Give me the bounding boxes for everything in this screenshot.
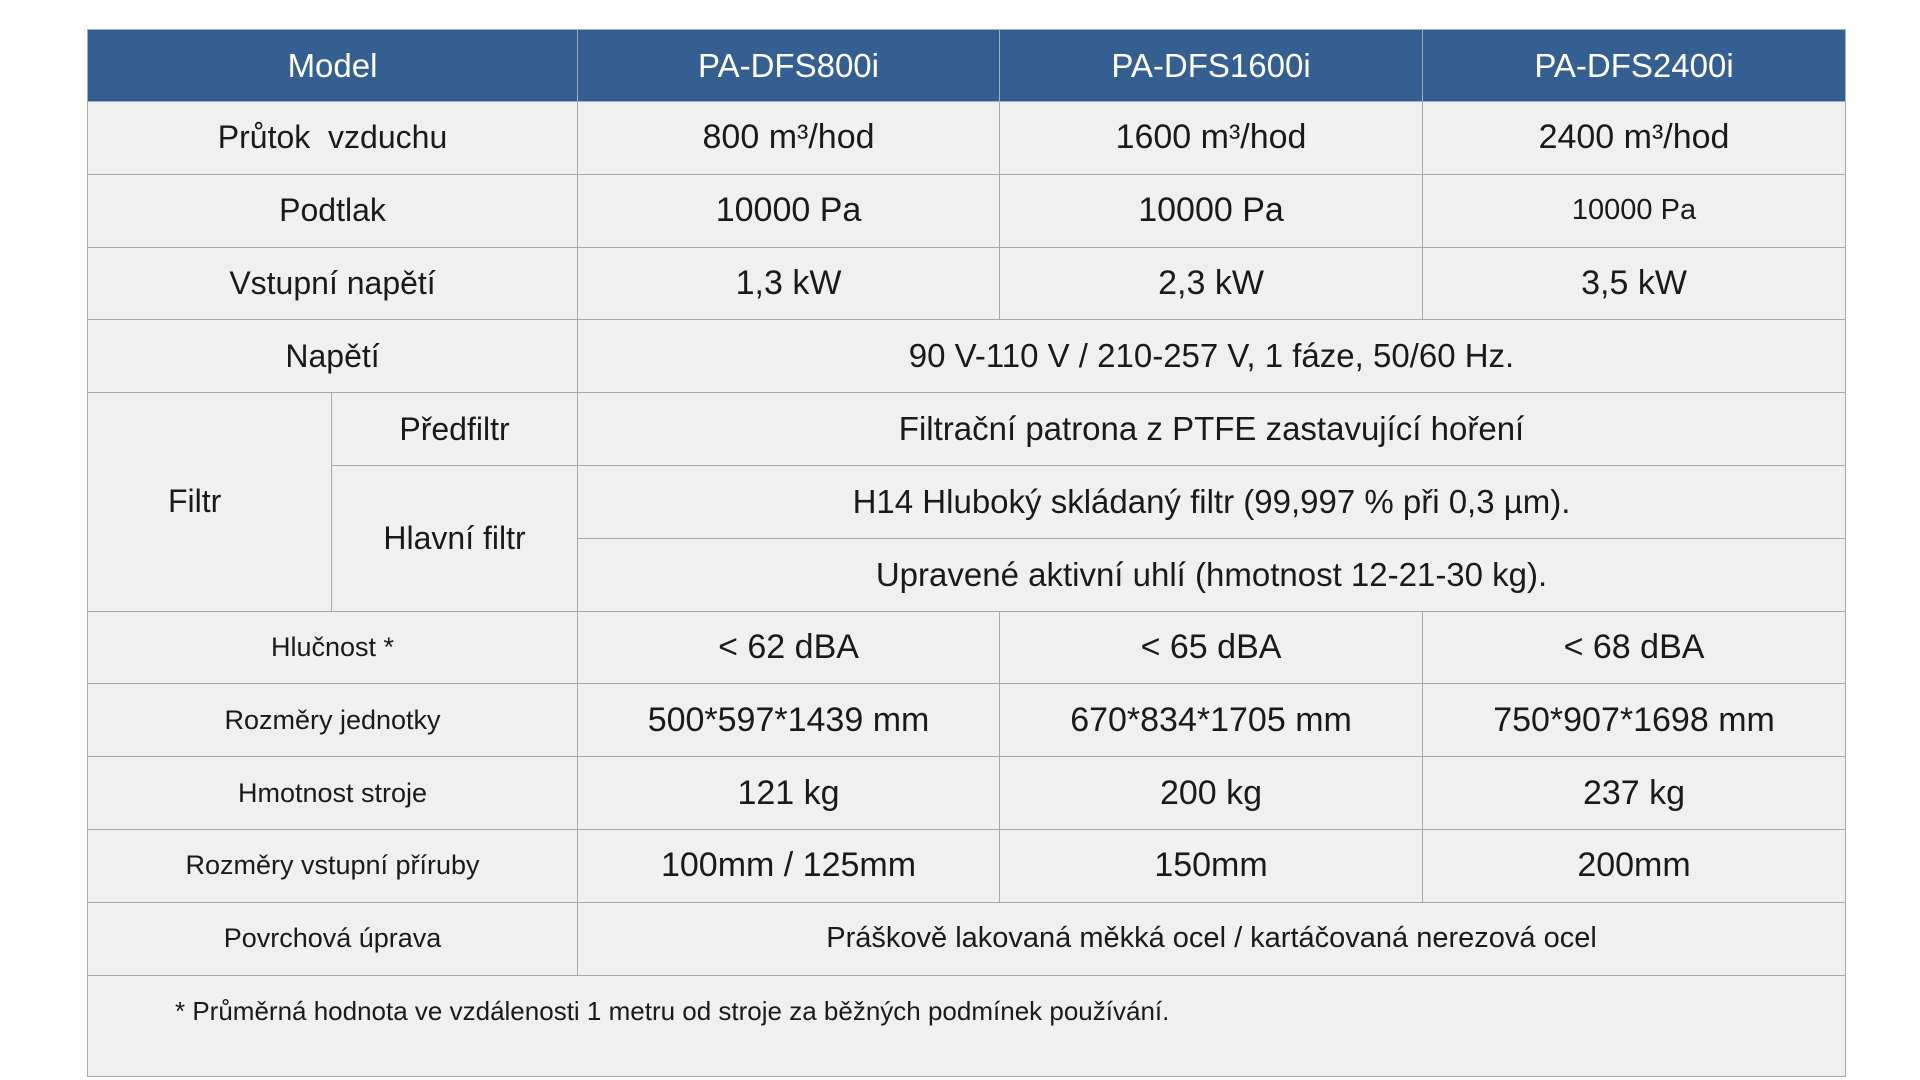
row-noise (88, 611, 1846, 684)
label-main-filter: Hlavní filtr (332, 465, 578, 611)
main-filter-value-2: Upravené aktivní uhlí (hmotnost 12-21-30 kg). (578, 538, 1846, 611)
prefilter-value: Filtrační patrona z PTFE zastavující hoření (578, 393, 1846, 466)
dimensions-value-3: 750*907*1698 mm (1423, 684, 1846, 757)
dimensions-value-1: 500*597*1439 mm (578, 684, 1000, 757)
label-input-power: Vstupní napětí (88, 247, 578, 320)
vacuum-value-1: 10000 Pa (578, 174, 1000, 247)
footnote-cell (88, 975, 1846, 1076)
finish-value: Práškově lakovaná měkká ocel / kartáčovaná nerezová ocel (578, 902, 1846, 975)
row-vacuum (88, 174, 1846, 247)
noise-value-1: < 62 dBA (578, 611, 1000, 684)
flange-value-2: 150mm (1000, 829, 1423, 902)
voltage-value: 90 V-110 V / 210-257 V, 1 fáze, 50/60 Hz. (578, 320, 1846, 393)
flange-value-3: 200mm (1423, 829, 1846, 902)
header-model-label: Model (88, 30, 578, 102)
label-flange: Rozměry vstupní příruby (88, 829, 578, 902)
weight-value-3: 237 kg (1423, 757, 1846, 830)
header-row (88, 30, 1846, 102)
vacuum-value-2: 10000 Pa (1000, 174, 1423, 247)
input-power-value-3: 3,5 kW (1423, 247, 1846, 320)
row-flange (88, 829, 1846, 902)
label-airflow: Průtok vzduchu (88, 102, 578, 175)
row-weight (88, 757, 1846, 830)
vacuum-value-3: 10000 Pa (1423, 174, 1846, 247)
row-footnote (88, 975, 1846, 1076)
row-voltage (88, 320, 1846, 393)
dimensions-value-2: 670*834*1705 mm (1000, 684, 1423, 757)
header-model-1: PA-DFS800i (578, 30, 1000, 102)
row-airflow (88, 102, 1846, 175)
spec-table (87, 29, 1846, 1077)
label-noise: Hlučnost * (88, 611, 578, 684)
label-filter: Filtr (88, 393, 332, 611)
airflow-value-3: 2400 m³/hod (1423, 102, 1846, 175)
row-main-filter-1 (88, 465, 1846, 538)
flange-value-1: 100mm / 125mm (578, 829, 1000, 902)
label-vacuum: Podtlak (88, 174, 578, 247)
airflow-value-2: 1600 m³/hod (1000, 102, 1423, 175)
noise-value-2: < 65 dBA (1000, 611, 1423, 684)
label-finish: Povrchová úprava (88, 902, 578, 975)
airflow-value-1: 800 m³/hod (578, 102, 1000, 175)
label-weight: Hmotnost stroje (88, 757, 578, 830)
header-model-3: PA-DFS2400i (1423, 30, 1846, 102)
row-dimensions (88, 684, 1846, 757)
label-prefilter: Předfiltr (332, 393, 578, 466)
weight-value-2: 200 kg (1000, 757, 1423, 830)
input-power-value-1: 1,3 kW (578, 247, 1000, 320)
main-filter-value-1: H14 Hluboký skládaný filtr (99,997 % při 0,3 µm). (578, 465, 1846, 538)
row-prefilter (88, 393, 1846, 466)
weight-value-1: 121 kg (578, 757, 1000, 830)
label-voltage: Napětí (88, 320, 578, 393)
noise-value-3: < 68 dBA (1423, 611, 1846, 684)
row-finish (88, 902, 1846, 975)
row-input-power (88, 247, 1846, 320)
footnote-text: * Průměrná hodnota ve vzdálenosti 1 metru od stroje za běžných podmínek používání. (175, 995, 1170, 1026)
input-power-value-2: 2,3 kW (1000, 247, 1423, 320)
header-model-2: PA-DFS1600i (1000, 30, 1423, 102)
label-dimensions: Rozměry jednotky (88, 684, 578, 757)
